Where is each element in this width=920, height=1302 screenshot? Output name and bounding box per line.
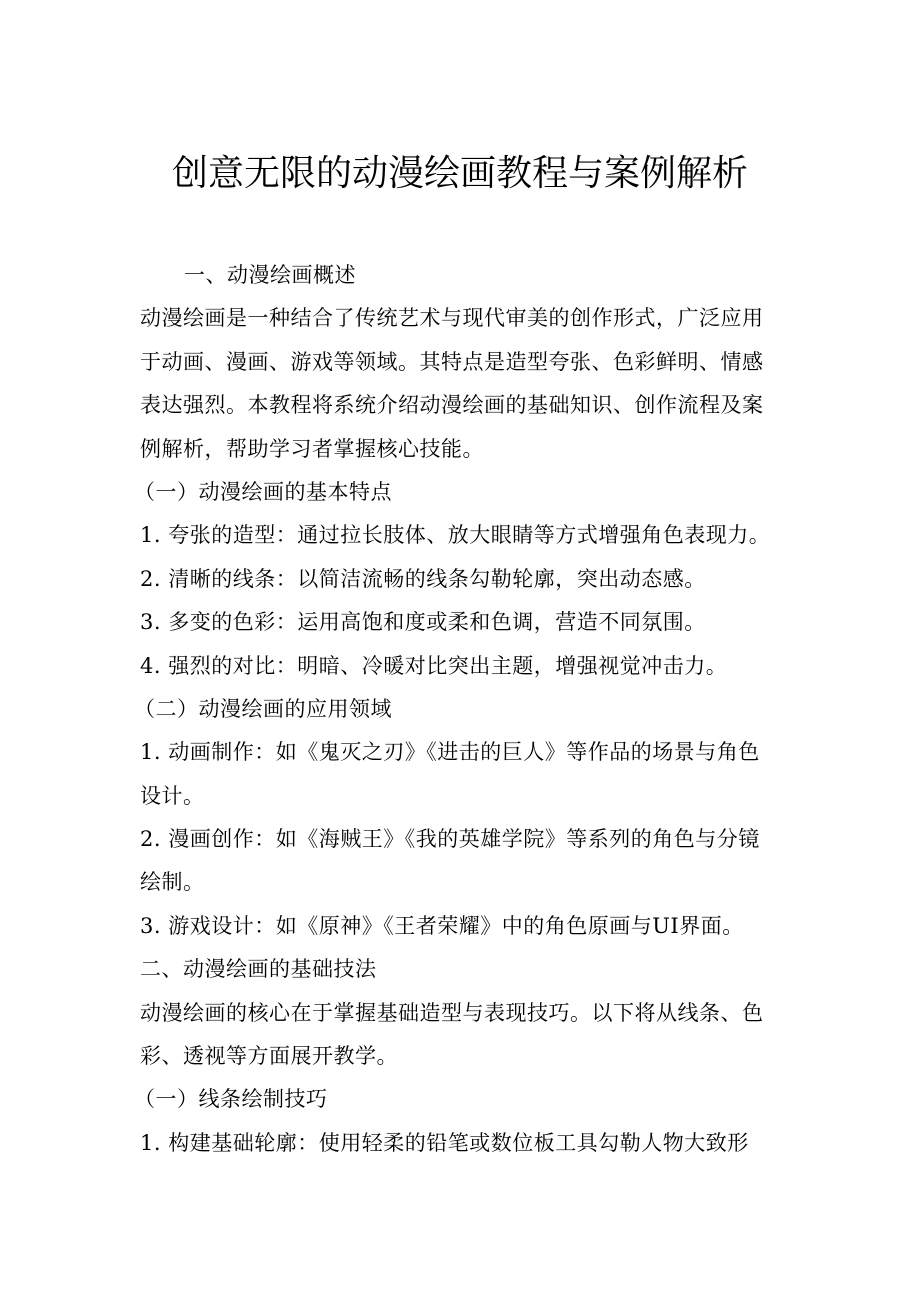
list-item: 4. 强烈的对比：明暗、冷暖对比突出主题，增强视觉冲击力。 bbox=[140, 653, 728, 678]
list-item: 2. 漫画创作：如《海贼王》《我的英雄学院》等系列的角色与分镜 bbox=[140, 827, 760, 852]
list-item: 1. 夸张的造型：通过拉长肢体、放大眼睛等方式增强角色表现力。 bbox=[140, 523, 771, 548]
list-item: 1. 动画制作：如《鬼灭之刃》《进击的巨人》等作品的场景与角色 bbox=[140, 740, 760, 765]
subsection-heading-line-drawing: （一）线条绘制技巧 bbox=[134, 1087, 328, 1112]
document-body bbox=[134, 254, 780, 1165]
list-item-continuation: 绘制。 bbox=[140, 870, 205, 895]
paragraph-line: 表达强烈。本教程将系统介绍动漫绘画的基础知识、创作流程及案 bbox=[140, 393, 764, 418]
paragraph-line: 例解析，帮助学习者掌握核心技能。 bbox=[140, 436, 484, 461]
paragraph-line: 彩、透视等方面展开教学。 bbox=[140, 1044, 398, 1069]
document-title: 创意无限的动漫绘画教程与案例解析 bbox=[171, 153, 748, 194]
list-item: 2. 清晰的线条：以简洁流畅的线条勾勒轮廓，突出动态感。 bbox=[140, 566, 706, 591]
section-heading-techniques: 二、动漫绘画的基础技法 bbox=[140, 957, 377, 982]
paragraph-line: 于动画、漫画、游戏等领域。其特点是造型夸张、色彩鲜明、情感 bbox=[140, 349, 764, 374]
subsection-heading-applications: （二）动漫绘画的应用领域 bbox=[134, 696, 392, 721]
paragraph-line: 动漫绘画的核心在于掌握基础造型与表现技巧。以下将从线条、色 bbox=[140, 1000, 764, 1025]
list-item-continuation: 设计。 bbox=[140, 783, 205, 808]
list-item: 3. 多变的色彩：运用高饱和度或柔和色调，营造不同氛围。 bbox=[140, 610, 706, 635]
paragraph-line: 动漫绘画是一种结合了传统艺术与现代审美的创作形式，广泛应用 bbox=[140, 306, 764, 331]
list-item: 3. 游戏设计：如《原神》《王者荣耀》中的角色原画与UI界面。 bbox=[140, 913, 744, 938]
subsection-heading-features: （一）动漫绘画的基本特点 bbox=[134, 479, 392, 504]
list-item: 1. 构建基础轮廓：使用轻柔的铅笔或数位板工具勾勒人物大致形 bbox=[140, 1130, 749, 1155]
section-heading-overview: 一、动漫绘画概述 bbox=[184, 263, 356, 287]
